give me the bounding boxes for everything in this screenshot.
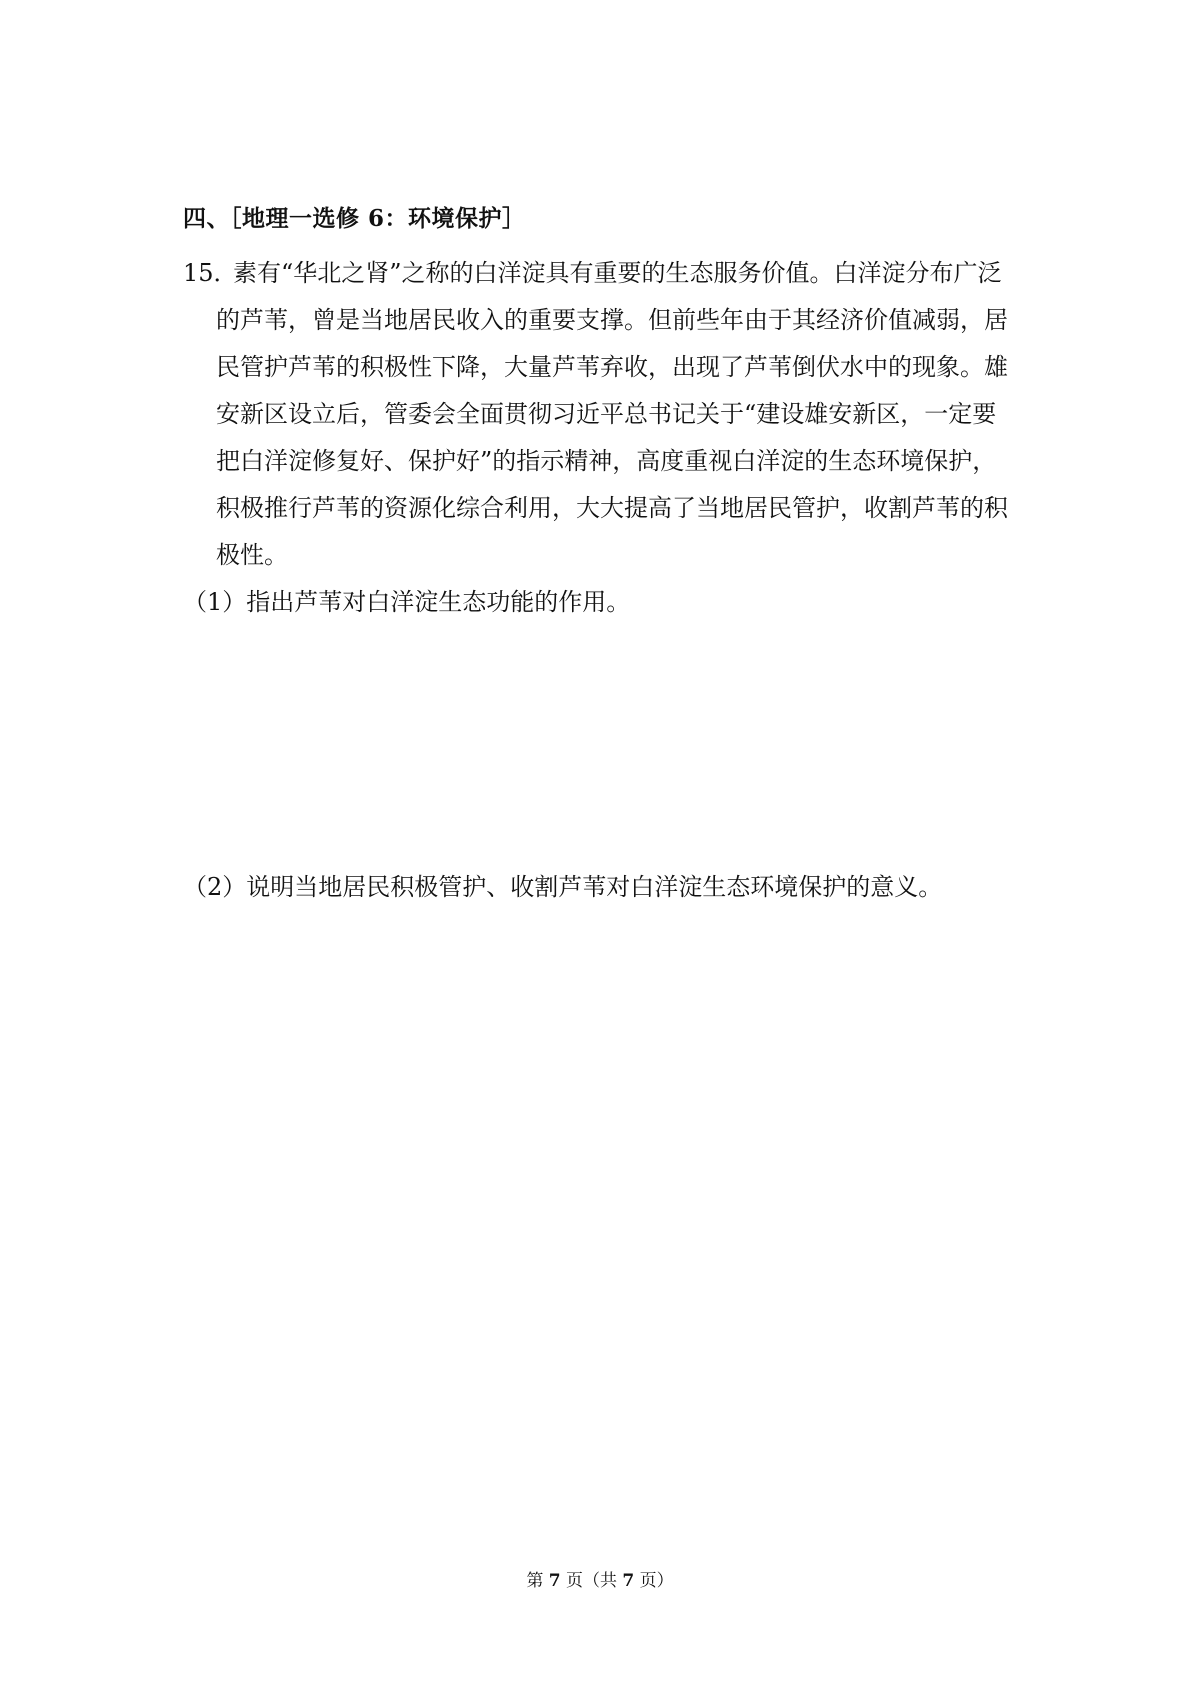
question-15 [183,250,1033,579]
sub-question-2: （2）说明当地居民积极管护、收割芦苇对白洋淀生态环境保护的意义。 [183,873,943,901]
question-line: 积极推行芦苇的资源化综合利用，大大提高了当地居民管护，收割芦苇的积 [216,494,1008,522]
sub-question-1: （1）指出芦苇对白洋淀生态功能的作用。 [183,588,631,616]
footer-total-pages: 7 [622,1571,635,1591]
question-line [183,250,1033,297]
footer-prefix: 第 [526,1571,549,1591]
footer-page-number: 7 [548,1571,561,1591]
page-footer [0,1566,1200,1591]
question-text: 素有“华北之肾”之称的白洋淀具有重要的生态服务价值。白洋淀分布广泛 [233,259,1002,287]
footer-suffix: 页） [634,1571,674,1591]
question-line: 安新区设立后，管委会全面贯彻习近平总书记关于“建设雄安新区，一定要 [216,400,997,428]
question-line: 民管护芦苇的积极性下降，大量芦苇弃收，出现了芦苇倒伏水中的现象。雄 [216,353,1008,381]
footer-middle: 页（共 [560,1571,623,1591]
section-heading: 四、［地理一选修 6：环境保护］ [183,205,526,232]
question-line: 极性。 [216,541,288,569]
question-line: 的芦苇，曾是当地居民收入的重要支撑。但前些年由于其经济价值减弱，居 [216,306,1008,334]
question-line: 把白洋淀修复好、保护好”的指示精神，高度重视白洋淀的生态环境保护， [216,447,997,475]
question-number: 15． [183,259,238,287]
